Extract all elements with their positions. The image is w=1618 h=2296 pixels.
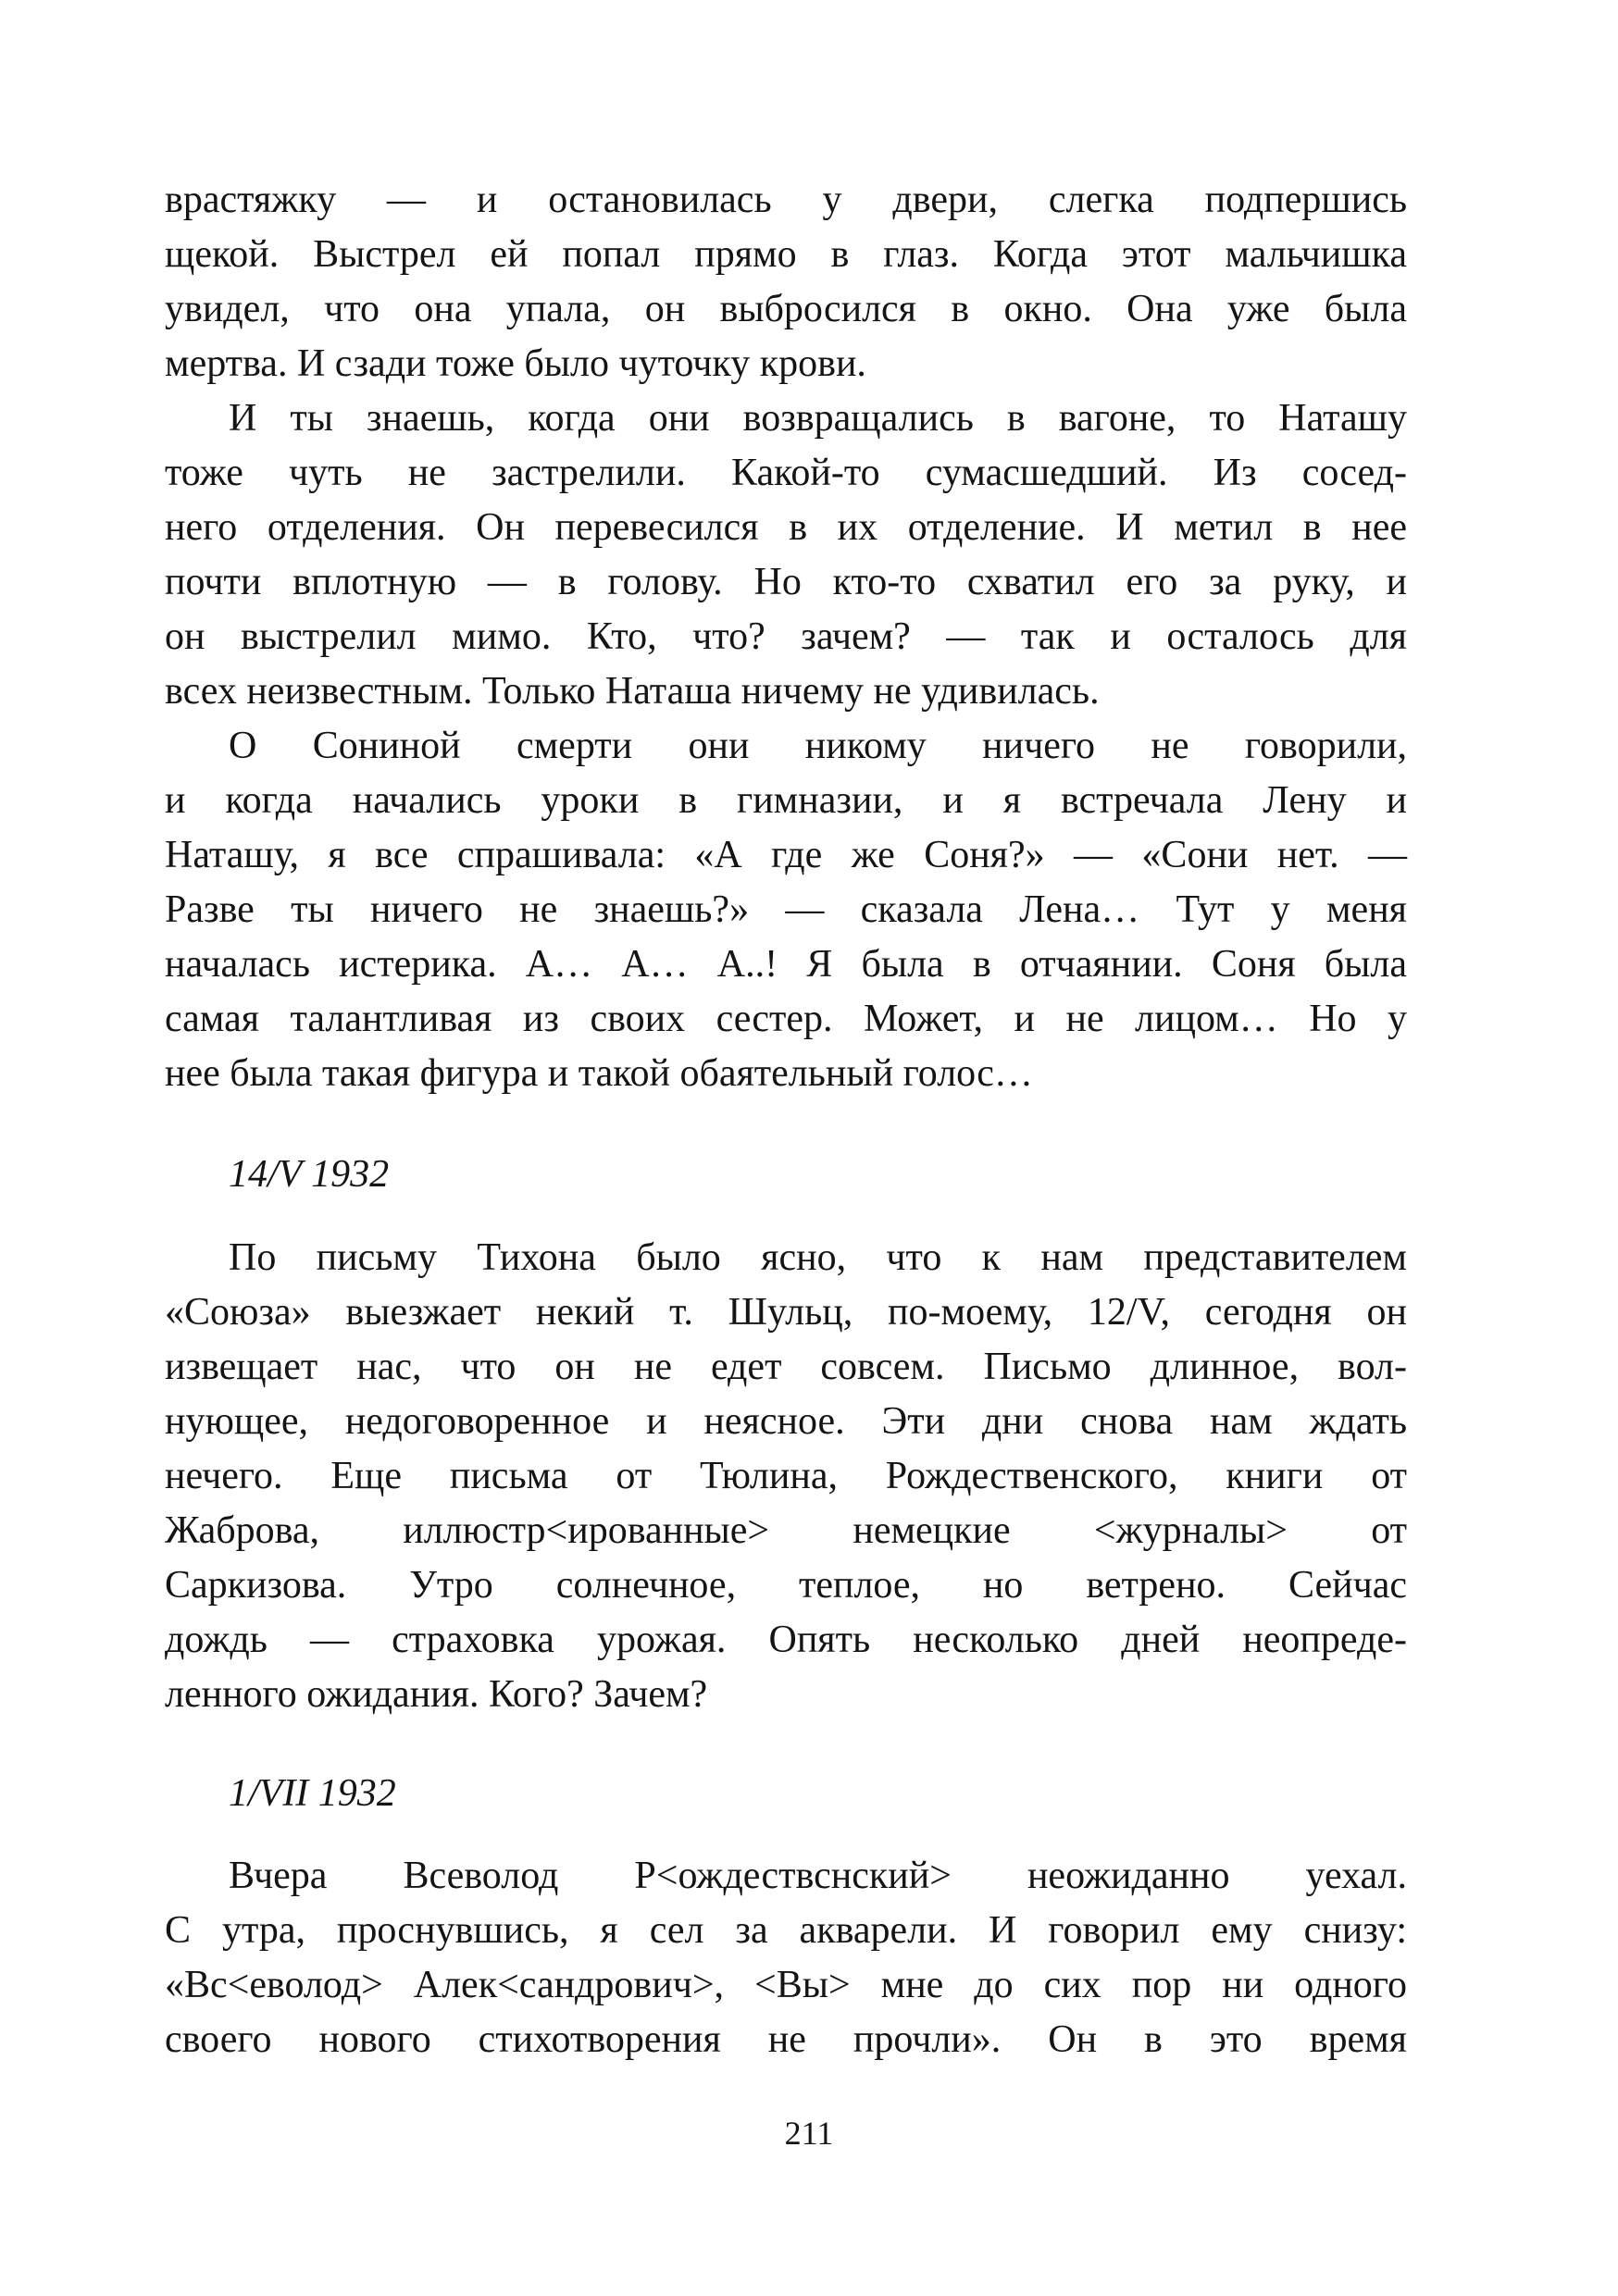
text-line: Вчера Всеволод Р<ождествснский> неожиданно уехал. [229, 1855, 1407, 1897]
text-line: О Сониной смерти они никому ничего не говорили, [229, 725, 1407, 767]
text-line: «Союза» выезжает некий т. Шульц, по-моему, 12/V, сегодня он [165, 1291, 1407, 1334]
text-line: всех неизвестным. Только Наташа ничему не удивилась. [165, 670, 1100, 713]
diary-date-heading: 14/V 1932 [229, 1153, 390, 1196]
diary-date-heading: 1/VII 1932 [229, 1772, 396, 1815]
text-line: С утра, проснувшись, я сел за акварели. И говорил ему снизу: [165, 1909, 1407, 1952]
text-line: почти вплотную — в голову. Но кто-то схватил его за руку, и [165, 561, 1407, 603]
text-line: тоже чуть не застрелили. Какой-то сумасшедший. Из сосед- [165, 452, 1407, 494]
paragraph [165, 1231, 1407, 1722]
text-line: самая талантливая из своих сестер. Может, и не лицом… Но у [165, 998, 1407, 1040]
text-line: нующее, недоговоренное и неясное. Эти дни снова нам ждать [165, 1400, 1407, 1443]
page-number: 211 [784, 2115, 834, 2152]
paragraph [165, 1849, 1407, 2067]
paragraph [165, 719, 1407, 1101]
text-line: началась истерика. А… А… А..! Я была в отчаянии. Соня была [165, 943, 1407, 986]
text-line: Наташу, я все спрашивала: «А где же Соня?» — «Сони нет. — [165, 834, 1407, 876]
text-line: Разве ты ничего не знаешь?» — сказала Лена… Тут у меня [165, 888, 1407, 931]
text-line: он выстрелил мимо. Кто, что? зачем? — так и осталось для [165, 615, 1407, 658]
paragraph [165, 391, 1407, 719]
text-line: нечего. Еще письма от Тюлина, Рождественского, книги от [165, 1455, 1407, 1497]
text-line: Жаброва, иллюстр<ированные> немецкие <журналы> от [165, 1509, 1407, 1552]
text-line: мертва. И сзади тоже было чуточку крови. [165, 342, 866, 385]
text-line: ленного ожидания. Кого? Зачем? [165, 1673, 708, 1716]
text-line: Саркизова. Утро солнечное, теплое, но ветрено. Сейчас [165, 1564, 1407, 1607]
text-line: извещает нас, что он не едет совсем. Письмо длинное, вол- [165, 1346, 1407, 1388]
text-line: нее была такая фигура и такой обаятельный голос… [165, 1052, 1033, 1095]
text-line: врастяжку — и остановилась у двери, слегка подпершись [165, 179, 1407, 221]
text-line: дождь — страховка урожая. Опять несколько дней неопреде- [165, 1619, 1407, 1661]
text-line: него отделения. Он перевесился в их отделение. И метил в нее [165, 506, 1407, 549]
paragraph [165, 173, 1407, 391]
text-line: своего нового стихотворения не прочли». Он в это время [165, 2018, 1407, 2061]
text-line: увидел, что она упала, он выбросился в окно. Она уже была [165, 288, 1407, 330]
text-line: «Вс<еволод> Алек<сандрович>, <Вы> мне до сих пор ни одного [165, 1964, 1407, 2006]
text-line: И ты знаешь, когда они возвращались в вагоне, то Наташу [229, 397, 1407, 440]
text-line: и когда начались уроки в гимназии, и я встречала Лену и [165, 779, 1407, 822]
text-line: По письму Тихона было ясно, что к нам представителем [229, 1236, 1407, 1279]
text-line: щекой. Выстрел ей попал прямо в глаз. Когда этот мальчишка [165, 233, 1407, 276]
